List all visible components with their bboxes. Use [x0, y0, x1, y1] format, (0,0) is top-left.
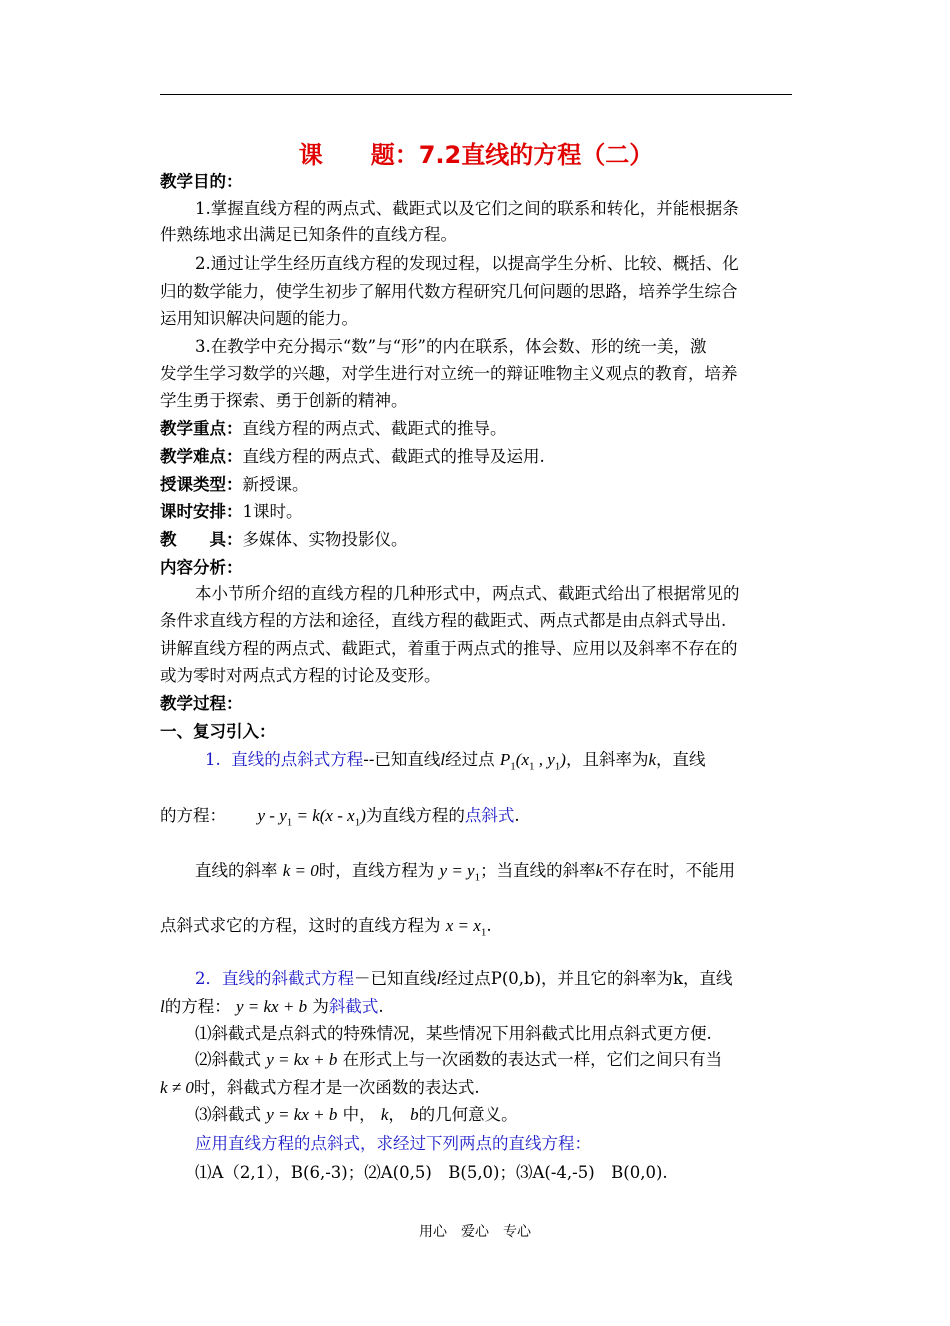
- key-point-line: [160, 418, 507, 440]
- note-1: ⑴斜截式是点斜式的特殊情况，某些情况下用斜截式比用点斜式更方便.: [195, 1024, 712, 1043]
- point-slope-title: 直线的点斜式方程: [231, 750, 364, 769]
- math-x-equals-x1: $x = x_1$: [445, 916, 487, 939]
- objective-3-line-3: 学生勇于探索、勇于创新的精神。: [160, 391, 408, 410]
- math-k-equals-0: k = 0: [282, 861, 319, 880]
- analysis-line-3: 讲解直线方程的两点式、截距式，着重于两点式的推导、应用以及斜率不存在的: [160, 639, 738, 658]
- header-rule: [160, 94, 792, 95]
- note-2-text-c: 时，斜截式方程才是一次函数的表达式.: [193, 1078, 480, 1097]
- point-slope-text-1: --已知直线: [363, 750, 441, 769]
- schedule-text: 1课时。: [242, 502, 303, 521]
- math-b: b: [410, 1105, 419, 1124]
- tools-label: 教 具：: [160, 530, 243, 549]
- zero-slope-text-c: ；当直线的斜率: [480, 861, 596, 880]
- point-slope-period: .: [514, 806, 520, 825]
- vertical-text-a: 点斜式求它的方程，这时的直线方程为: [160, 916, 441, 935]
- process-heading: 教学过程：: [160, 694, 243, 713]
- tools-text: 多媒体、实物投影仪。: [242, 530, 408, 549]
- zero-slope-line: [195, 860, 735, 888]
- difficulty-label: 教学难点：: [160, 447, 243, 466]
- objective-1-line-1: 1.掌握直线方程的两点式、截距式以及它们之间的联系和转化，并能根据条: [195, 199, 739, 218]
- point-slope-form-term: 点斜式: [464, 806, 515, 825]
- math-k-2: k: [595, 861, 604, 880]
- slope-intercept-text-4: 为: [312, 997, 329, 1016]
- key-point-text: 直线方程的两点式、截距式的推导。: [242, 419, 507, 438]
- application-examples: ⑴A（2,1），B(6,-3)；⑵A(0,5) B(5,0)；⑶A(-4,-5) B(0,0).: [195, 1163, 668, 1182]
- vertical-text-b: .: [486, 916, 492, 935]
- difficulty-text: 直线方程的两点式、截距式的推导及运用.: [242, 447, 545, 466]
- math-l-2: l: [436, 969, 442, 988]
- lesson-type-line: [160, 474, 309, 496]
- difficulty-line: [160, 446, 545, 468]
- page-footer: 用心 爱心 专心: [419, 1224, 531, 1240]
- analysis-line-1: 本小节所介绍的直线方程的几种形式中，两点式、截距式给出了根据常见的: [195, 584, 740, 603]
- math-point-slope-equation: $y - y_1 = k(x - x_1)$: [257, 806, 366, 829]
- objective-2-line-3: 运用知识解决问题的能力。: [160, 309, 358, 328]
- slope-intercept-text-2: 经过点P(0,b)，并且它的斜率为k，直线: [441, 969, 733, 988]
- tools-line: [160, 529, 408, 551]
- point-slope-line-1: [205, 749, 706, 777]
- math-point-p1: $P_1(x_1$ , $y_1$): [499, 750, 566, 773]
- analysis-line-4: 或为零时对两点式方程的讨论及变形。: [160, 666, 441, 685]
- math-l-3: l: [160, 997, 165, 1016]
- point-slope-line-2: [160, 805, 520, 833]
- objectives-heading: 教学目的：: [160, 172, 243, 191]
- note-2-line-2: [160, 1077, 480, 1099]
- schedule-line: [160, 501, 303, 523]
- objective-3-line-2: 发学生学习数学的兴趣，对学生进行对立统一的辩证唯物主义观点的教育，培养: [160, 364, 738, 383]
- note-3-text-a: ⑶斜截式: [195, 1105, 261, 1124]
- slope-intercept-line-1: [195, 968, 733, 990]
- math-y-equals-y1: $y = y_1$: [439, 861, 481, 884]
- objective-2-line-2: 归的数学能力，使学生初步了解用代数方程研究几何问题的思路，培养学生综合: [160, 282, 738, 301]
- slope-intercept-text-1: －已知直线: [354, 969, 437, 988]
- slope-intercept-line-2: [160, 996, 384, 1018]
- note-2-text-b: 在形式上与一次函数的表达式一样，它们之间只有当: [342, 1050, 723, 1069]
- point-slope-text-4: ，直线: [656, 750, 706, 769]
- slope-intercept-period: .: [378, 997, 384, 1016]
- note-3-text-b: 中，: [342, 1105, 376, 1124]
- analysis-heading: 内容分析：: [160, 558, 243, 577]
- point-slope-number: 1.: [205, 750, 221, 769]
- point-slope-text-2: 经过点: [445, 750, 495, 769]
- schedule-label: 课时安排：: [160, 502, 243, 521]
- point-slope-text-5: 的方程：: [160, 806, 226, 825]
- note-2-line-1: [195, 1049, 722, 1071]
- math-k: k: [648, 750, 657, 769]
- section-review-heading: 一、复习引入：: [160, 722, 276, 741]
- zero-slope-text-d: 不存在时，不能用: [603, 861, 736, 880]
- objective-1-line-2: 件熟练地求出满足已知条件的直线方程。: [160, 225, 457, 244]
- application-prompt: 应用直线方程的点斜式，求经过下列两点的直线方程：: [195, 1134, 591, 1153]
- analysis-line-2: 条件求直线方程的方法和途径，直线方程的截距式、两点式都是由点斜式导出.: [160, 611, 727, 630]
- lesson-type-text: 新授课。: [242, 475, 309, 494]
- note-3: [195, 1104, 518, 1126]
- note-3-text-c: ，: [388, 1105, 405, 1124]
- lesson-title: 课 题：7.2直线的方程（二）: [298, 141, 654, 169]
- math-slope-intercept-equation: y = kx + b: [235, 997, 308, 1016]
- math-k-3: k: [380, 1105, 389, 1124]
- lesson-type-label: 授课类型：: [160, 475, 243, 494]
- math-slope-intercept-equation-3: y = kx + b: [266, 1105, 338, 1124]
- math-slope-intercept-equation-2: y = kx + b: [266, 1050, 338, 1069]
- zero-slope-text-b: 时，直线方程为: [318, 861, 435, 880]
- note-3-text-d: 的几何意义。: [418, 1105, 518, 1124]
- vertical-line-line: [160, 915, 492, 943]
- point-slope-text-3: ，且斜率为: [565, 750, 649, 769]
- point-slope-text-6: 为直线方程的: [365, 806, 465, 825]
- objective-3-line-1: 3.在教学中充分揭示“数”与“形”的内在联系，体会数、形的统一美，激: [195, 337, 707, 356]
- math-l: l: [440, 750, 446, 769]
- slope-intercept-form-term: 斜截式: [328, 997, 379, 1016]
- note-2-text-a: ⑵斜截式: [195, 1050, 261, 1069]
- math-k-not-0: k ≠ 0: [160, 1078, 194, 1097]
- slope-intercept-title: 2．直线的斜截式方程: [195, 969, 354, 988]
- zero-slope-text-a: 直线的斜率: [195, 861, 278, 880]
- objective-2-line-1: 2.通过让学生经历直线方程的发现过程，以提高学生分析、比较、概括、化: [195, 254, 739, 273]
- slope-intercept-text-3: 的方程：: [164, 997, 231, 1016]
- key-point-label: 教学重点：: [160, 419, 243, 438]
